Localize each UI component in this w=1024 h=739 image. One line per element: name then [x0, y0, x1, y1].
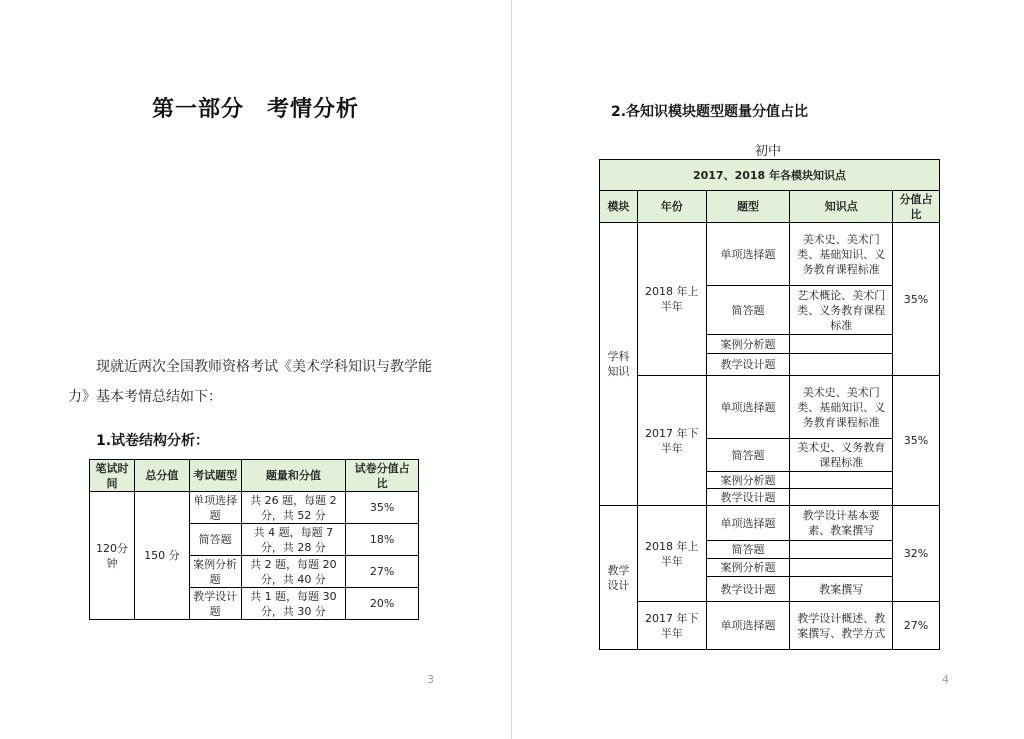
- cell-knowledge: 美术史、美术门类、基础知识、义务教育课程标准: [790, 376, 893, 439]
- section-heading-modules: 2.各知识模块题型题量分值占比: [611, 104, 809, 120]
- cell-ratio: 27%: [346, 556, 419, 588]
- cell-knowledge: 教学设计基本要素、教案撰写: [790, 506, 893, 541]
- cell-year: 2018 年上半年: [637, 223, 706, 376]
- cell-year: 2018 年上半年: [637, 506, 706, 602]
- cell-type: 教学设计题: [189, 588, 241, 620]
- cell-detail: 共 1 题，每题 30 分，共 30 分: [241, 588, 346, 620]
- cell-knowledge: 艺术概论、美术门类、义务教育课程标准: [790, 286, 893, 335]
- header-type: 考试题型: [189, 460, 241, 492]
- cell-type: 单项选择题: [189, 492, 241, 524]
- cell-type: 案例分析题: [706, 335, 790, 354]
- left-page: [0, 0, 511, 739]
- cell-knowledge: 美术史、美术门类、基础知识、义务教育课程标准: [790, 223, 893, 286]
- cell-type: 单项选择题: [706, 506, 790, 541]
- exam-structure-table: [89, 459, 419, 620]
- cell-type: 简答题: [706, 439, 790, 472]
- header-total: 总分值: [134, 460, 189, 492]
- cell-knowledge: [790, 472, 893, 489]
- cell-knowledge: [790, 354, 893, 376]
- header-time: 笔试时间: [90, 460, 135, 492]
- table-row: [90, 492, 419, 524]
- cell-year: 2017 年下半年: [637, 376, 706, 506]
- cell-knowledge: 教学设计概述、教案撰写、教学方式: [790, 602, 893, 650]
- page-number: 3: [427, 673, 434, 686]
- cell-knowledge: 教案撰写: [790, 577, 893, 602]
- cell-type: 教学设计题: [706, 354, 790, 376]
- header-knowledge: 知识点: [790, 191, 893, 223]
- header-year: 年份: [637, 191, 706, 223]
- header-ratio: 试卷分值占比: [346, 460, 419, 492]
- page-number: 4: [942, 673, 949, 686]
- cell-knowledge: [790, 335, 893, 354]
- right-page: [512, 0, 1024, 739]
- cell-type: 单项选择题: [706, 602, 790, 650]
- cell-total: 150 分: [134, 492, 189, 620]
- cell-type: 案例分析题: [189, 556, 241, 588]
- cell-type: 单项选择题: [706, 376, 790, 439]
- cell-type: 简答题: [706, 286, 790, 335]
- table-row: [600, 602, 940, 650]
- intro-line-1: 现就近两次全国教师资格考试《美术学科知识与教学能: [96, 359, 432, 375]
- header-detail: 题量和分值: [241, 460, 346, 492]
- cell-ratio: 20%: [346, 588, 419, 620]
- cell-detail: 共 4 题，每题 7 分，共 28 分: [241, 524, 346, 556]
- intro-line-2: 力》基本考情总结如下：: [68, 389, 222, 405]
- cell-module: 学科知识: [600, 223, 638, 506]
- header-type: 题型: [706, 191, 790, 223]
- cell-ratio: 18%: [346, 524, 419, 556]
- cell-year: 2017 年下半年: [637, 602, 706, 650]
- cell-ratio: 32%: [893, 506, 940, 602]
- cell-type: 教学设计题: [706, 577, 790, 602]
- cell-type: 案例分析题: [706, 472, 790, 489]
- page-title: 第一部分 考情分析: [151, 97, 359, 122]
- cell-knowledge: 美术史、义务教育课程标准: [790, 439, 893, 472]
- cell-detail: 共 2 题，每题 20 分，共 40 分: [241, 556, 346, 588]
- cell-type: 案例分析题: [706, 559, 790, 577]
- table-caption: 初中: [754, 144, 781, 159]
- cell-time: 120分钟: [90, 492, 135, 620]
- cell-detail: 共 26 题，每题 2 分，共 52 分: [241, 492, 346, 524]
- header-ratio: 分值占比: [893, 191, 940, 223]
- cell-ratio: 35%: [346, 492, 419, 524]
- intro-paragraph: [68, 352, 448, 412]
- cell-ratio: 35%: [893, 376, 940, 506]
- cell-ratio: 35%: [893, 223, 940, 376]
- header-module: 模块: [600, 191, 638, 223]
- section-heading-structure: 1.试卷结构分析：: [96, 433, 210, 449]
- table-row: [600, 506, 940, 541]
- cell-knowledge: [790, 559, 893, 577]
- table-row: [600, 223, 940, 286]
- cell-type: 简答题: [189, 524, 241, 556]
- cell-type: 教学设计题: [706, 489, 790, 506]
- cell-ratio: 27%: [893, 602, 940, 650]
- table-title: 2017、2018 年各模块知识点: [600, 160, 940, 191]
- cell-module: 教学设计: [600, 506, 638, 650]
- cell-type: 简答题: [706, 541, 790, 559]
- cell-knowledge: [790, 489, 893, 506]
- cell-type: 单项选择题: [706, 223, 790, 286]
- table-row: [600, 376, 940, 439]
- cell-knowledge: [790, 541, 893, 559]
- module-table: [599, 159, 940, 650]
